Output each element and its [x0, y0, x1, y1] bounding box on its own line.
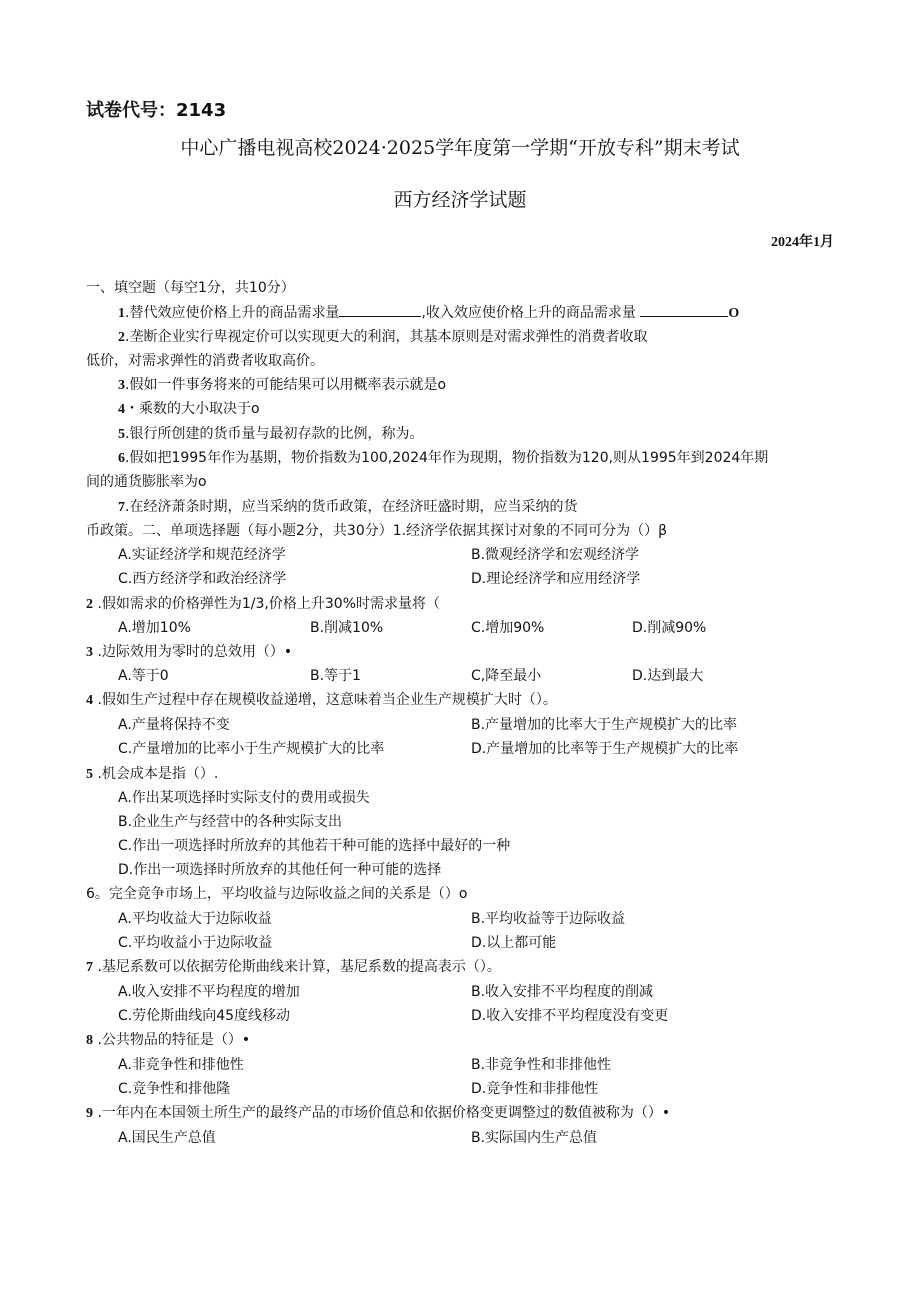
option-c[interactable]: C.作出一项选择时所放弃的其他若干种可能的选择中最好的一种: [118, 838, 511, 854]
q-number: 8: [86, 1033, 93, 1048]
q-text: .银行所创建的货币量与最初存款的比例，称为。: [125, 426, 424, 442]
option-d[interactable]: D.削减90%: [632, 620, 707, 636]
option-c[interactable]: C.增加90%: [471, 620, 545, 636]
option-c[interactable]: C.劳伦斯曲线向45度线移动: [118, 1008, 291, 1024]
option-b[interactable]: B.平均收益等于边际收益: [471, 911, 626, 927]
q-number: 5: [86, 767, 93, 782]
q-number: 7: [86, 960, 93, 975]
choice-q4: [86, 690, 557, 711]
q-text: .基尼系数可以依据劳伦斯曲线来计算，基尼系数的提高表示（）。: [97, 959, 501, 975]
choice-q2: [86, 594, 440, 615]
q-text: .边际效用为零时的总效用（）•: [97, 644, 293, 660]
exam-date: 2024年1月: [771, 235, 834, 250]
q-number: 7: [118, 500, 125, 515]
fill-q1: [118, 302, 739, 324]
fill-q6-line2: 间的通货膨胀率为o: [86, 474, 207, 490]
option-a[interactable]: A.收入安排不平均程度的增加: [118, 984, 300, 1000]
q-text: .公共物品的特征是（）•: [97, 1032, 251, 1048]
choice-q5: [86, 764, 218, 785]
q-text: .垄断企业实行卑视定价可以实现更大的利润，其基本原则是对需求弹性的消费者收取: [125, 329, 648, 345]
option-d[interactable]: D.作出一项选择时所放弃的其他任何一种可能的选择: [118, 862, 442, 878]
q-number: 5: [118, 427, 125, 442]
option-d[interactable]: D.达到最大: [632, 668, 704, 684]
fill-q7-line1: [118, 497, 577, 518]
option-d[interactable]: D.收入安排不平均程度没有变更: [471, 1008, 669, 1024]
option-c[interactable]: C.竞争性和排他隆: [118, 1081, 231, 1097]
option-b[interactable]: B.企业生产与经营中的各种实际支出: [118, 814, 343, 830]
fill-q4: [118, 399, 260, 420]
q-text: .假如把1995年作为基期，物价指数为100,2024年作为现期，物价指数为120,则从1995年到2024年期: [125, 450, 769, 466]
option-a[interactable]: A.产量将保持不变: [118, 717, 230, 733]
exam-title: 中心广播电视高校2024·2025学年度第一学期“开放专科”期末考试: [180, 137, 740, 159]
option-a[interactable]: A.等于0: [118, 668, 169, 684]
option-a[interactable]: A.非竞争性和排他性: [118, 1057, 244, 1073]
option-b[interactable]: B.等于1: [310, 668, 361, 684]
q-text: .假如生产过程中存在规模收益递增，这意味着当企业生产规模扩大时（）。: [97, 692, 557, 708]
choice-q7: [86, 957, 501, 978]
option-c[interactable]: C,降至最小: [471, 668, 542, 684]
option-a[interactable]: A.作出某项选择时实际支付的费用或损失: [118, 790, 370, 806]
option-b[interactable]: B.削减10%: [310, 620, 384, 636]
option-d[interactable]: D.竞争性和非排他性: [471, 1081, 599, 1097]
option-c[interactable]: C.产量增加的比率小于生产规模扩大的比率: [118, 741, 385, 757]
option-b[interactable]: B.实际国内生产总值: [471, 1130, 598, 1146]
q-number: 2: [86, 597, 93, 612]
option-c[interactable]: C.西方经济学和政治经济学: [118, 571, 287, 587]
q-number: 2: [118, 330, 125, 345]
option-d[interactable]: D.理论经济学和应用经济学: [471, 571, 641, 587]
q-text: .一年内在本国领土所生产的最终产品的市场价值总和依据价格变更调整过的数值被称为（）•: [97, 1105, 671, 1121]
q-number: 1: [118, 306, 125, 321]
answer-blank[interactable]: [640, 302, 728, 317]
option-a[interactable]: A.平均收益大于边际收益: [118, 911, 272, 927]
option-d[interactable]: D.以上都可能: [471, 935, 557, 951]
fill-q7-line2: 币政策。二、单项选择题（每小题2分，共30分）1.经济学依据其探讨对象的不同可分为（）β: [86, 523, 668, 539]
option-d[interactable]: D.产量增加的比率等于生产规模扩大的比率: [471, 741, 739, 757]
exam-code: 试卷代号：2143: [86, 100, 227, 121]
q-number: 6: [118, 451, 125, 466]
fill-q2-line1: [118, 327, 647, 348]
option-b[interactable]: B.非竞争性和非排他性: [471, 1057, 612, 1073]
q-number: 3: [118, 378, 125, 393]
q-text: .在经济萧条时期，应当采纳的货币政策，在经济旺盛时期，应当采纳的货: [125, 499, 578, 515]
choice-q6: 6。完全竞争市场上，平均收益与边际收益之间的关系是（）o: [86, 886, 468, 902]
answer-blank[interactable]: [339, 302, 421, 317]
q-number: 4: [86, 693, 93, 708]
q-text: .假如一件事务将来的可能结果可以用概率表示就是o: [125, 377, 447, 393]
option-b[interactable]: B.收入安排不平均程度的削减: [471, 984, 654, 1000]
q-text: ・乘数的大小取决于o: [125, 401, 260, 417]
option-a[interactable]: A.增加10%: [118, 620, 191, 636]
q-text: .假如需求的价格弹性为1/3,价格上升30%时需求量将（: [97, 596, 441, 612]
fill-q5: [118, 424, 423, 445]
choice-q3: [86, 642, 292, 663]
fill-q2-line2: 低价，对需求弹性的消费者收取高价。: [86, 353, 324, 369]
exam-subtitle: 西方经济学试题: [393, 189, 527, 211]
choice-q8: [86, 1030, 250, 1051]
q-text: .替代效应使价格上升的商品需求量: [125, 305, 340, 321]
q-number: 3: [86, 645, 93, 660]
section1-heading: 一、填空题（每空1分，共10分）: [86, 280, 295, 296]
option-b[interactable]: B.微观经济学和宏观经济学: [471, 547, 640, 563]
fill-q6-line1: [118, 448, 768, 469]
q-text: ,收入效应使价格上升的商品需求量: [421, 305, 636, 321]
option-b[interactable]: B.产量增加的比率大于生产规模扩大的比率: [471, 717, 738, 733]
q-end: O: [728, 306, 740, 321]
choice-q9: [86, 1103, 670, 1124]
option-a[interactable]: A.实证经济学和规范经济学: [118, 547, 286, 563]
q-number: 9: [86, 1106, 93, 1121]
q-text: .机会成本是指（）.: [97, 766, 219, 782]
option-a[interactable]: A.国民生产总值: [118, 1130, 216, 1146]
fill-q3: [118, 375, 446, 396]
q-number: 4: [118, 402, 125, 417]
option-c[interactable]: C.平均收益小于边际收益: [118, 935, 273, 951]
